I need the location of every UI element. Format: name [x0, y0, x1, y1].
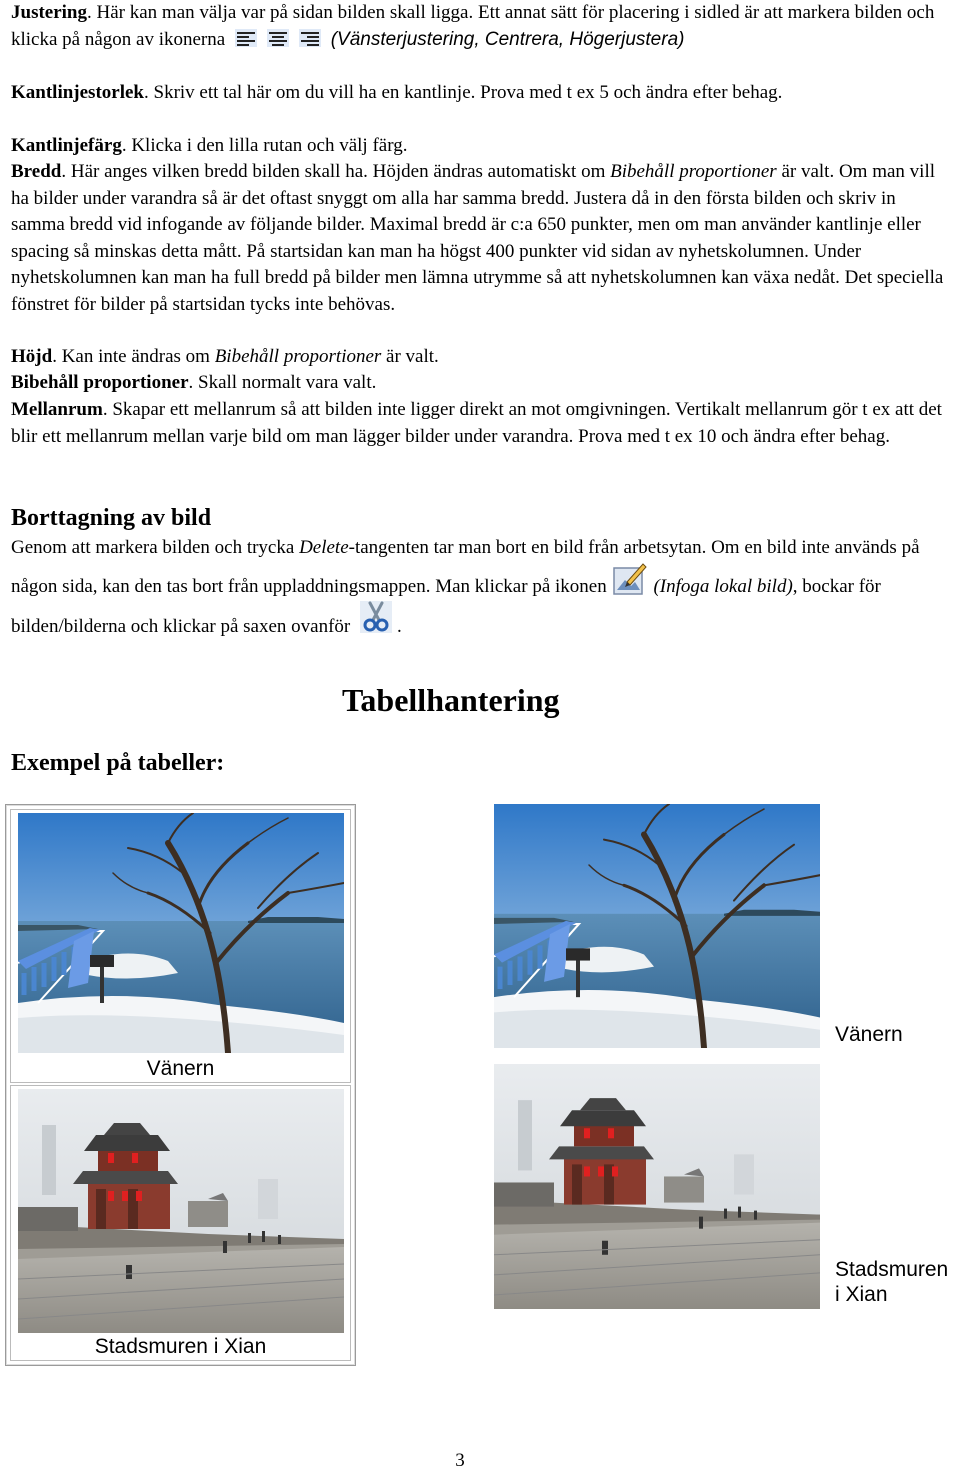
- scissors-icon: [359, 600, 393, 634]
- caption-xian-right-line1: Stadsmuren: [835, 1258, 949, 1281]
- borttagning-text-2: -tangenten tar man bort en bild från arbetsytan. Om en bild inte används på någon sida, kan den tas bort från uppladdningsmappen. Man klickar på ikonen: [11, 537, 920, 597]
- kantlinjefarg-text: . Klicka i den lilla rutan och välj färg.: [121, 135, 408, 156]
- mellanrum-label: Mellanrum: [11, 399, 103, 420]
- lake-photo: [18, 813, 344, 1053]
- bibehall-text: . Skall normalt vara valt.: [188, 372, 377, 393]
- bordered-table: [5, 804, 356, 1366]
- justering-label: Justering: [11, 2, 87, 23]
- city-wall-photo-right: [494, 1064, 820, 1309]
- kantlinjestorlek-text: . Skriv ett tal här om du vill ha en kantlinje. Prova med t ex 5 och ändra efter behag.: [144, 82, 783, 103]
- kantlinjestorlek-paragraph: [11, 80, 951, 107]
- hojd-label: Höjd: [11, 346, 53, 367]
- caption-vanern: Vänern: [146, 1057, 215, 1080]
- mellanrum-paragraph: [11, 397, 951, 450]
- insert-image-icon: [613, 562, 647, 596]
- borttagning-text-1: Genom att markera bilden och trycka: [11, 537, 300, 558]
- justering-paragraph: [11, 0, 951, 53]
- tabellhantering-heading: Tabellhantering: [342, 682, 560, 718]
- bibehall-label: Bibehåll proportioner: [11, 372, 189, 393]
- hojd-italic: Bibehåll proportioner: [214, 346, 382, 367]
- delete-key-label: Delete: [299, 537, 349, 558]
- bredd-paragraph: [11, 159, 951, 318]
- bredd-label: Bredd: [11, 161, 62, 182]
- align-right-icon: [299, 29, 321, 47]
- justering-text: . Här kan man välja var på sidan bilden skall ligga. Ett annat sätt för placering i sidled är att markera bilden och klicka på någon av ikonerna: [11, 2, 935, 50]
- lake-photo-right: [494, 804, 820, 1048]
- bredd-italic: Bibehåll proportioner: [610, 161, 777, 182]
- page-number: 3: [455, 1450, 465, 1471]
- bibehall-paragraph: [11, 370, 951, 397]
- borttagning-paragraph: [11, 534, 951, 641]
- table-cell-xian: [10, 1085, 351, 1361]
- hojd-text-2: är valt.: [381, 346, 439, 367]
- mellanrum-text: . Skapar ett mellanrum så att bilden inte ligger direkt an mot omgivningen. Vertikalt mellanrum gör t ex att det blir ett mellanrum mellan varje bild om man lägger bilder under varandra. Prova med t ex 10 och ändra efter behag.: [11, 399, 942, 447]
- city-wall-photo: [18, 1089, 344, 1333]
- align-left-icon: [235, 29, 257, 47]
- kantlinjefarg-paragraph: [11, 133, 951, 160]
- kantlinjestorlek-label: Kantlinjestorlek: [11, 82, 144, 103]
- hojd-text-1: . Kan inte ändras om: [52, 346, 215, 367]
- borttagning-text-3: , bockar för bilden/bilderna och klickar på saxen ovanför: [11, 575, 881, 637]
- bredd-text-1: . Här anges vilken bredd bilden skall ha. Höjden ändras automatiskt om: [61, 161, 611, 182]
- bredd-text-2: är valt. Om man vill ha bilder under varandra så är det oftast snyggt om alla har samma bredd. Justera då in den första bilden och skriv in samma bredd vid infogande av följande bilder. Maximal bredd är c:a 650 punkter, men om man använder kantlinje eller spacing så minskas detta mått. På startsidan kan man ha högst 400 punkter vid sidan av nyhetskolumnen. Under nyhetskolumnen kan man ha full bredd på bilder men lämna utrymme så att nyhetskolumnen kan växa nedåt. Det speciella fönstret för bilder på startsidan tycks inte behövas.: [11, 161, 944, 315]
- insert-image-label: (Infoga lokal bild): [653, 575, 793, 597]
- example-tables-heading: Exempel på tabeller:: [11, 750, 225, 776]
- justering-icon-names: (Vänsterjustering, Centrera, Högerjustera): [330, 28, 685, 50]
- hojd-paragraph: [11, 344, 951, 371]
- kantlinjefarg-label: Kantlinjefärg: [11, 135, 122, 156]
- borttagning-heading: Borttagning av bild: [11, 505, 212, 531]
- caption-vanern-right: Vänern: [835, 1023, 903, 1046]
- borttagning-text-4: .: [397, 616, 402, 637]
- caption-xian-right: [835, 1257, 948, 1307]
- caption-xian-right-line2: i Xian: [835, 1283, 888, 1306]
- caption-xian: Stadsmuren i Xian: [94, 1335, 267, 1358]
- align-center-icon: [267, 29, 289, 47]
- table-cell-vanern: [10, 809, 351, 1083]
